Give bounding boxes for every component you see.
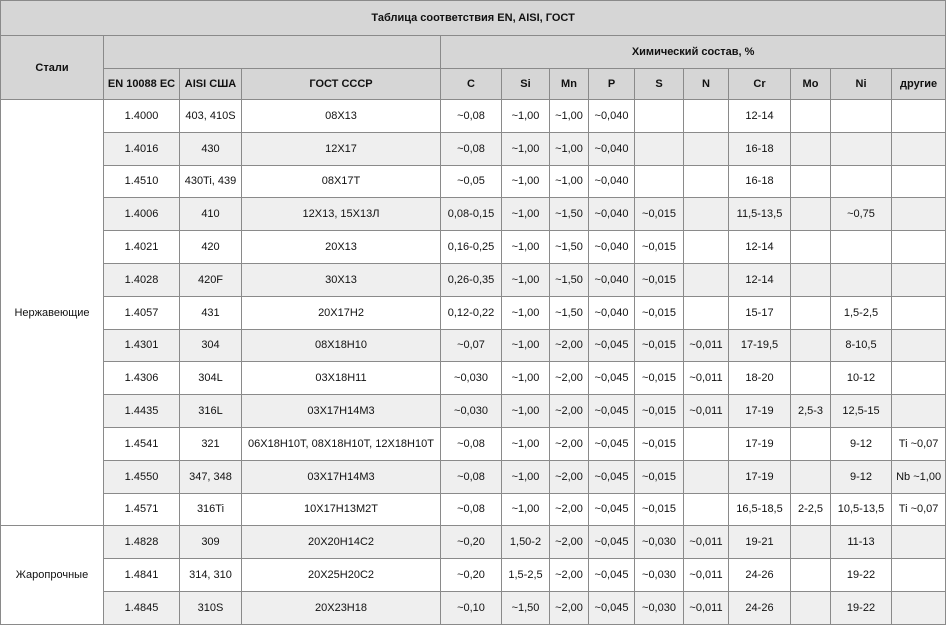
cell-n [684,427,729,460]
cell-p: ~0,040 [589,198,635,231]
cell-en: 1.4016 [104,132,180,165]
cell-s: ~0,015 [635,460,684,493]
cell-en: 1.4571 [104,493,180,526]
cell-other [892,231,946,264]
cell-mo [791,362,831,395]
cell-gost: 03Х18Н11 [242,362,441,395]
cell-gost: 20Х23Н18 [242,591,441,624]
cell-p: ~0,040 [589,263,635,296]
cell-aisi: 304 [180,329,242,362]
cell-mn: ~2,00 [550,329,589,362]
cell-cr: 24-26 [729,591,791,624]
cell-si: ~1,00 [502,198,550,231]
cell-gost: 20Х20Н14С2 [242,526,441,559]
cell-other [892,362,946,395]
cell-c: ~0,030 [441,395,502,428]
cell-p: ~0,045 [589,427,635,460]
cell-c: ~0,20 [441,526,502,559]
cell-s: ~0,015 [635,395,684,428]
cell-s: ~0,015 [635,263,684,296]
cell-en: 1.4057 [104,296,180,329]
cell-mo [791,526,831,559]
cell-n: ~0,011 [684,362,729,395]
cell-n: ~0,011 [684,329,729,362]
header-aisi: AISI США [180,69,242,100]
cell-other [892,526,946,559]
cell-mn: ~2,00 [550,362,589,395]
cell-other [892,132,946,165]
cell-p: ~0,045 [589,493,635,526]
cell-n: ~0,011 [684,526,729,559]
cell-n [684,132,729,165]
cell-mn: ~2,00 [550,559,589,592]
cell-c: ~0,08 [441,493,502,526]
table-row [1,526,946,559]
cell-aisi: 314, 310 [180,559,242,592]
cell-gost: 08Х17Т [242,165,441,198]
cell-gost: 10Х17Н13М2Т [242,493,441,526]
cell-n [684,198,729,231]
cell-mn: ~2,00 [550,493,589,526]
cell-si: 1,50-2 [502,526,550,559]
cell-n [684,493,729,526]
cell-ni [831,165,892,198]
header-en: EN 10088 ЕС [104,69,180,100]
cell-c: ~0,08 [441,427,502,460]
cell-si: ~1,00 [502,460,550,493]
cell-si: ~1,00 [502,329,550,362]
table-row [1,231,946,264]
cell-c: 0,16-0,25 [441,231,502,264]
cell-s: ~0,015 [635,329,684,362]
cell-aisi: 321 [180,427,242,460]
cell-si: ~1,00 [502,493,550,526]
cell-si: ~1,00 [502,395,550,428]
cell-en: 1.4510 [104,165,180,198]
cell-cr: 15-17 [729,296,791,329]
cell-aisi: 430 [180,132,242,165]
cell-s [635,165,684,198]
cell-s: ~0,030 [635,526,684,559]
cell-ni: 9-12 [831,460,892,493]
cell-aisi: 431 [180,296,242,329]
cell-mo [791,427,831,460]
cell-cr: 11,5-13,5 [729,198,791,231]
cell-gost: 20Х25Н20С2 [242,559,441,592]
table-row [1,460,946,493]
table-row [1,427,946,460]
cell-si: ~1,00 [502,100,550,133]
cell-c: ~0,030 [441,362,502,395]
cell-en: 1.4435 [104,395,180,428]
cell-mn: ~1,50 [550,198,589,231]
table-row [1,493,946,526]
cell-cr: 24-26 [729,559,791,592]
cell-other [892,263,946,296]
table-row [1,395,946,428]
cell-ni: 12,5-15 [831,395,892,428]
cell-p: ~0,040 [589,296,635,329]
cell-mn: ~2,00 [550,591,589,624]
header-s: S [635,69,684,100]
cell-aisi: 420F [180,263,242,296]
cell-other [892,329,946,362]
cell-c: ~0,07 [441,329,502,362]
cell-other [892,165,946,198]
cell-cr: 19-21 [729,526,791,559]
cell-ni [831,263,892,296]
cell-mo [791,296,831,329]
cell-gost: 20Х17Н2 [242,296,441,329]
cell-mo [791,198,831,231]
cell-ni: ~0,75 [831,198,892,231]
cell-mo [791,263,831,296]
cell-cr: 17-19 [729,427,791,460]
cell-cr: 12-14 [729,100,791,133]
cell-c: ~0,20 [441,559,502,592]
cell-other: Ti ~0,07 [892,493,946,526]
cell-s: ~0,030 [635,559,684,592]
cell-mn: ~1,50 [550,296,589,329]
table-row [1,100,946,133]
cell-ni: 8-10,5 [831,329,892,362]
cell-n [684,263,729,296]
cell-n: ~0,011 [684,559,729,592]
cell-n [684,460,729,493]
cell-mn: ~2,00 [550,460,589,493]
cell-s [635,100,684,133]
cell-si: ~1,00 [502,231,550,264]
cell-gost: 08Х13 [242,100,441,133]
cell-c: ~0,05 [441,165,502,198]
cell-si: ~1,00 [502,263,550,296]
table-row [1,362,946,395]
cell-aisi: 304L [180,362,242,395]
cell-other [892,591,946,624]
cell-gost: 20Х13 [242,231,441,264]
header-cr: Cr [729,69,791,100]
cell-c: 0,26-0,35 [441,263,502,296]
cell-si: ~1,00 [502,132,550,165]
cell-s: ~0,015 [635,231,684,264]
cell-mo [791,559,831,592]
cell-gost: 30Х13 [242,263,441,296]
cell-s: ~0,015 [635,362,684,395]
cell-other [892,296,946,329]
cell-c: 0,08-0,15 [441,198,502,231]
cell-p: ~0,045 [589,591,635,624]
cell-mn: ~1,50 [550,263,589,296]
header-mn: Mn [550,69,589,100]
cell-mn: ~2,00 [550,427,589,460]
cell-p: ~0,040 [589,100,635,133]
cell-ni: 10-12 [831,362,892,395]
cell-mo [791,460,831,493]
cell-gost: 03Х17Н14М3 [242,395,441,428]
cell-c: 0,12-0,22 [441,296,502,329]
cell-ni [831,100,892,133]
cell-p: ~0,045 [589,526,635,559]
cell-s: ~0,015 [635,493,684,526]
table-row [1,591,946,624]
header-other: другие [892,69,946,100]
cell-aisi: 403, 410S [180,100,242,133]
cell-p: ~0,040 [589,132,635,165]
cell-p: ~0,040 [589,231,635,264]
cell-cr: 17-19 [729,395,791,428]
header-p: P [589,69,635,100]
cell-s: ~0,015 [635,198,684,231]
cell-ni: 19-22 [831,591,892,624]
table-body [1,100,946,625]
cell-si: ~1,00 [502,165,550,198]
cell-aisi: 430Ti, 439 [180,165,242,198]
cell-ni: 11-13 [831,526,892,559]
cell-mo: 2-2,5 [791,493,831,526]
header-si: Si [502,69,550,100]
cell-mo [791,329,831,362]
cell-mn: ~1,50 [550,231,589,264]
cell-ni: 1,5-2,5 [831,296,892,329]
cell-other: Nb ~1,00 [892,460,946,493]
cell-en: 1.4028 [104,263,180,296]
header-chemical-composition: Химический состав, % [441,36,946,69]
cell-ni [831,132,892,165]
cell-other: Ti ~0,07 [892,427,946,460]
cell-ni [831,231,892,264]
cell-aisi: 309 [180,526,242,559]
cell-si: ~1,00 [502,296,550,329]
cell-aisi: 410 [180,198,242,231]
cell-mn: ~1,00 [550,165,589,198]
cell-gost: 03Х17Н14М3 [242,460,441,493]
table-row [1,329,946,362]
cell-mo [791,165,831,198]
cell-cr: 17-19,5 [729,329,791,362]
group-label-heat-resistant: Жаропрочные [1,526,104,624]
cell-aisi: 316L [180,395,242,428]
cell-mn: ~1,00 [550,100,589,133]
cell-mo [791,100,831,133]
cell-en: 1.4841 [104,559,180,592]
cell-n [684,231,729,264]
cell-mn: ~2,00 [550,526,589,559]
cell-mo [791,132,831,165]
cell-c: ~0,08 [441,100,502,133]
cell-c: ~0,08 [441,132,502,165]
cell-s: ~0,030 [635,591,684,624]
cell-si: ~1,50 [502,591,550,624]
cell-p: ~0,045 [589,395,635,428]
cell-mo [791,591,831,624]
cell-mn: ~2,00 [550,395,589,428]
cell-aisi: 310S [180,591,242,624]
cell-s: ~0,015 [635,427,684,460]
cell-en: 1.4301 [104,329,180,362]
cell-p: ~0,045 [589,559,635,592]
cell-other [892,395,946,428]
header-n: N [684,69,729,100]
cell-p: ~0,045 [589,460,635,493]
cell-gost: 08Х18Н10 [242,329,441,362]
cell-cr: 12-14 [729,231,791,264]
cell-n [684,296,729,329]
cell-mo: 2,5-3 [791,395,831,428]
cell-s: ~0,015 [635,296,684,329]
header-gost: ГОСТ СССР [242,69,441,100]
table-title: Таблица соответствия EN, AISI, ГОСТ [1,1,946,36]
cell-en: 1.4541 [104,427,180,460]
cell-mn: ~1,00 [550,132,589,165]
cell-cr: 18-20 [729,362,791,395]
cell-cr: 12-14 [729,263,791,296]
cell-en: 1.4306 [104,362,180,395]
cell-p: ~0,045 [589,329,635,362]
cell-other [892,198,946,231]
table-row [1,165,946,198]
group-label-stainless: Нержавеющие [1,100,104,526]
table-row [1,132,946,165]
table-row [1,263,946,296]
cell-n [684,100,729,133]
cell-si: 1,5-2,5 [502,559,550,592]
cell-gost: 06Х18Н10Т, 08Х18Н10Т, 12Х18Н10Т [242,427,441,460]
cell-aisi: 347, 348 [180,460,242,493]
cell-cr: 16,5-18,5 [729,493,791,526]
table-row [1,559,946,592]
cell-aisi: 420 [180,231,242,264]
cell-c: ~0,10 [441,591,502,624]
cell-ni: 9-12 [831,427,892,460]
header-standards-blank [104,36,441,69]
cell-cr: 16-18 [729,165,791,198]
cell-cr: 16-18 [729,132,791,165]
cell-si: ~1,00 [502,427,550,460]
cell-other [892,559,946,592]
header-ni: Ni [831,69,892,100]
cell-ni: 10,5-13,5 [831,493,892,526]
cell-p: ~0,045 [589,362,635,395]
cell-en: 1.4845 [104,591,180,624]
cell-en: 1.4550 [104,460,180,493]
cell-ni: 19-22 [831,559,892,592]
cell-c: ~0,08 [441,460,502,493]
header-c: C [441,69,502,100]
cell-s [635,132,684,165]
cell-other [892,100,946,133]
header-steels: Стали [1,36,104,100]
cell-gost: 12Х17 [242,132,441,165]
cell-si: ~1,00 [502,362,550,395]
cell-gost: 12Х13, 15Х13Л [242,198,441,231]
table-row [1,198,946,231]
cell-en: 1.4006 [104,198,180,231]
cell-en: 1.4828 [104,526,180,559]
table-row [1,296,946,329]
cell-aisi: 316Ti [180,493,242,526]
header-mo: Mo [791,69,831,100]
cell-cr: 17-19 [729,460,791,493]
cell-mo [791,231,831,264]
cell-p: ~0,040 [589,165,635,198]
cell-n: ~0,011 [684,591,729,624]
cell-en: 1.4021 [104,231,180,264]
cell-en: 1.4000 [104,100,180,133]
cell-n [684,165,729,198]
cell-n: ~0,011 [684,395,729,428]
